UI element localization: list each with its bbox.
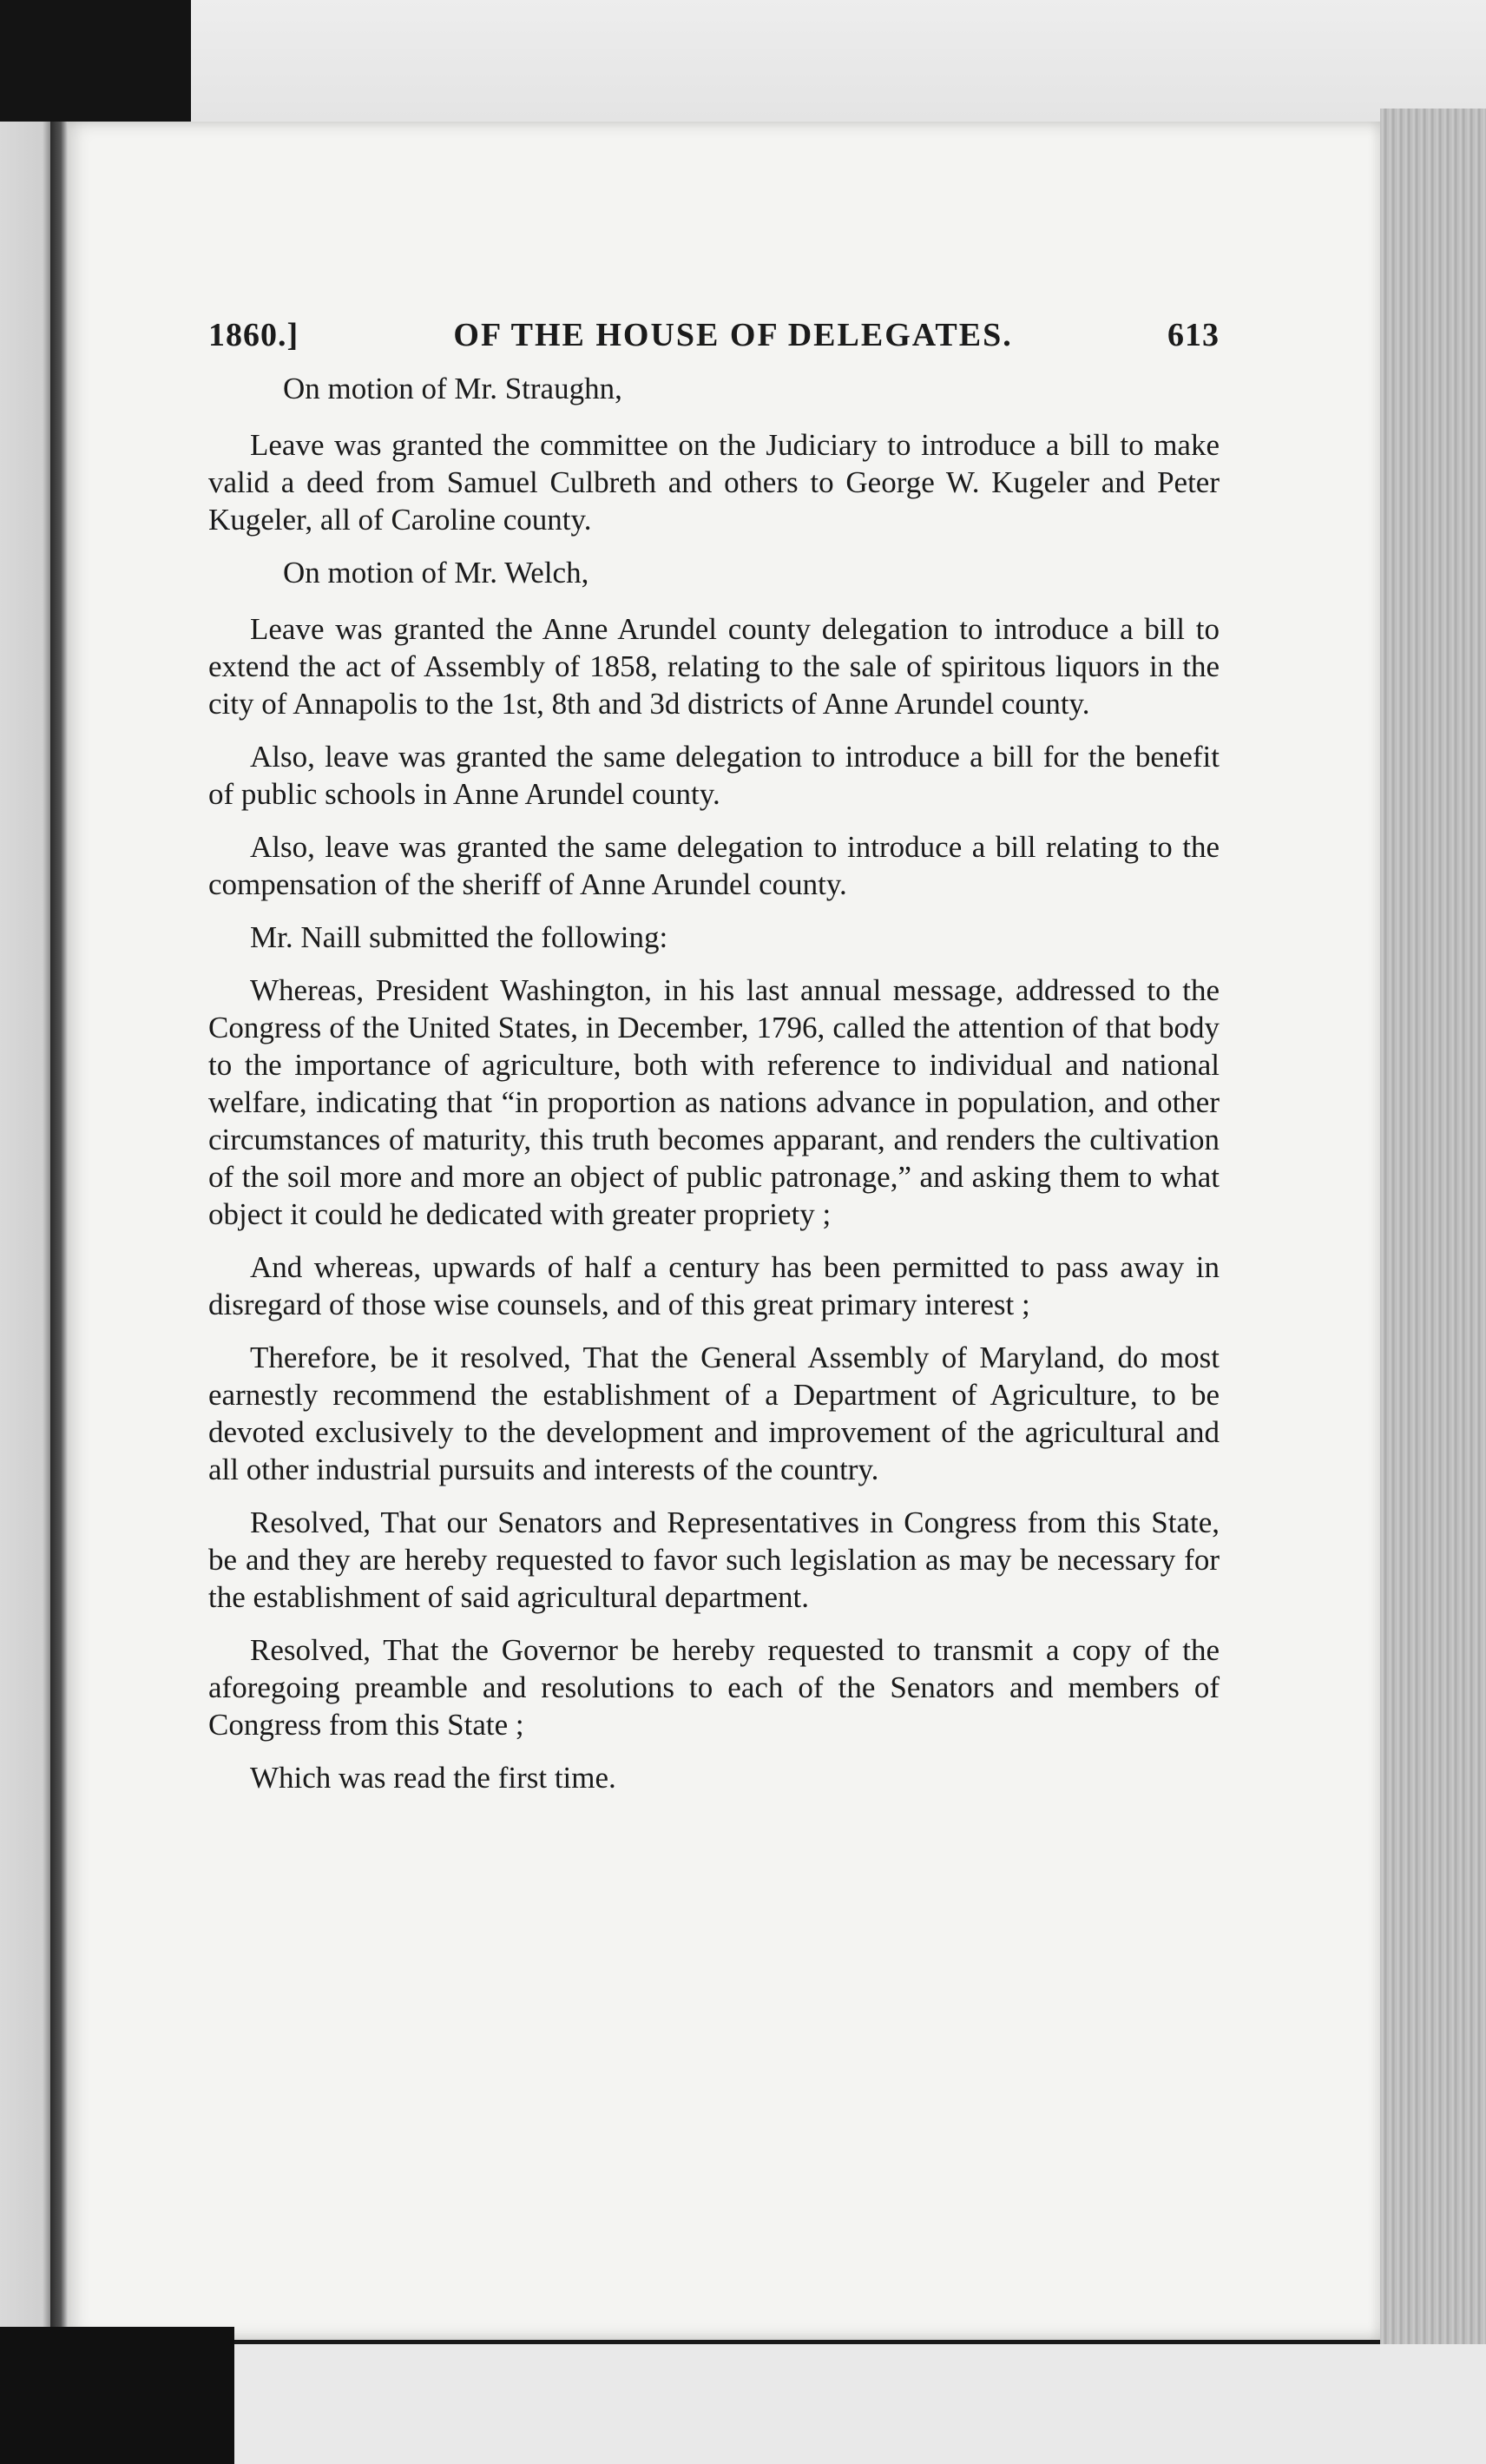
- running-head-year: 1860.]: [208, 317, 299, 353]
- page-number: 613: [1167, 317, 1220, 353]
- paragraph: Also, leave was granted the same delegation to introduce a bill for the benefit of public schools in Anne Arundel county.: [208, 740, 1220, 811]
- paragraph: And whereas, upwards of half a century has been permitted to pass away in disregard of those wise counsels, and of this great primary interest ;: [208, 1250, 1220, 1321]
- page-stack-edge: [1380, 109, 1486, 2344]
- paragraph: Mr. Naill submitted the following:: [250, 920, 668, 954]
- page-text: [208, 317, 1220, 1812]
- paragraph: Leave was granted the Anne Arundel county delegation to introduce a bill to extend the act of Assembly of 1858, relating to the sale of spiritous liquors in the city of Annapolis to the 1st, 8th and 3d districts of Anne Arundel county.: [208, 612, 1220, 721]
- running-head-title: OF THE HOUSE OF DELEGATES.: [453, 317, 1013, 353]
- scan-background-dark-corner: [0, 0, 191, 122]
- paragraph: Resolved, That the Governor be hereby requested to transmit a copy of the aforegoing preamble and resolutions to each of the Senators and members of Congress from this State ;: [208, 1633, 1220, 1742]
- book-gutter: [50, 122, 68, 2340]
- paragraph: Resolved, That our Senators and Representatives in Congress from this State, be and they are hereby requested to favor such legislation as may be necessary for the establishment of said agricultural department.: [208, 1505, 1220, 1614]
- scan-background-top: [0, 0, 1486, 122]
- paragraph: On motion of Mr. Welch,: [283, 556, 589, 590]
- paragraph: Whereas, President Washington, in his last annual message, addressed to the Congress of the United States, in December, 1796, called the attention of that body to the importance of agriculture, both with reference to individual and national welfare, indicating that “in proportion as nations advance in population, and other circumstances of maturity, this truth becomes apparant, and renders the cultivation of the soil more and more an object of public patronage,” and asking them to what object it could he dedicated with greater propriety ;: [208, 973, 1220, 1231]
- scan-background-dark-bottom-corner: [0, 2327, 234, 2464]
- running-head: [208, 317, 1220, 354]
- paragraph: Which was read the first time.: [250, 1761, 616, 1795]
- paragraph: Leave was granted the committee on the Judiciary to introduce a bill to make valid a deed from Samuel Culbreth and others to George W. Kugeler and Peter Kugeler, all of Caroline county.: [208, 428, 1220, 537]
- paragraph: On motion of Mr. Straughn,: [283, 372, 622, 405]
- paragraph: Also, leave was granted the same delegation to introduce a bill relating to the compensation of the sheriff of Anne Arundel county.: [208, 830, 1220, 901]
- paragraph: Therefore, be it resolved, That the General Assembly of Maryland, do most earnestly recommend the establishment of a Department of Agriculture, to be devoted exclusively to the development and improvement of the agricultural and all other industrial pursuits and interests of the country.: [208, 1341, 1220, 1486]
